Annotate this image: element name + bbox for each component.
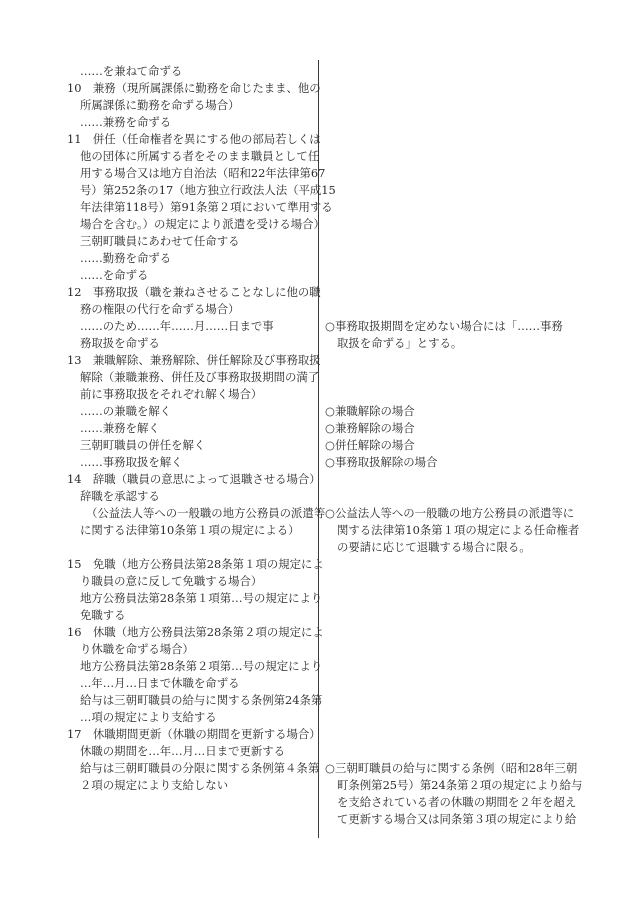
left-column-text: 場合を含む。）の規定により派遣を受ける場合） bbox=[80, 217, 325, 231]
left-column-text: 13 兼職解除、兼務解除、併任解除及び事務取扱 bbox=[67, 353, 321, 367]
left-column-text: 15 免職（地方公務員法第28条第１項の規定によ bbox=[67, 557, 324, 571]
left-column-text: 用する場合又は地方自治法（昭和22年法律第67 bbox=[80, 166, 326, 180]
left-column-text: ……事務取扱を解く bbox=[80, 455, 183, 469]
left-column-text: 前に事務取扱をそれぞれ解く場合） bbox=[80, 387, 263, 401]
left-column-text: 務取扱を命ずる bbox=[80, 336, 160, 350]
left-column-text: ……兼務を解く bbox=[80, 421, 160, 435]
text-line bbox=[0, 267, 630, 284]
right-column-note: 取扱を命ずる」とする。 bbox=[337, 336, 463, 350]
text-line bbox=[0, 471, 630, 488]
left-column-text: 務の権限の代行を命ずる場合） bbox=[80, 302, 240, 316]
right-column-note: て更新する場合又は同条第３項の規定により給 bbox=[337, 812, 577, 826]
text-line bbox=[0, 641, 630, 658]
text-line bbox=[0, 573, 630, 590]
text-line bbox=[0, 505, 630, 522]
text-line bbox=[0, 658, 630, 675]
text-line bbox=[0, 131, 630, 148]
left-column-text: 他の団体に所属する者をそのまま職員として任 bbox=[80, 149, 320, 163]
text-line bbox=[0, 199, 630, 216]
left-column-text: 休職の期間を…年…月…日まで更新する bbox=[80, 744, 286, 758]
left-column-text: 17 休職期間更新（休職の期間を更新する場合） bbox=[67, 727, 321, 741]
left-column-text: ……の兼職を解く bbox=[80, 404, 172, 418]
left-column-text: 12 事務取扱（職を兼ねさせることなしに他の職 bbox=[67, 285, 321, 299]
left-column-text: 号）第252条の17（地方独立行政法人法（平成15 bbox=[80, 183, 336, 197]
text-line bbox=[0, 743, 630, 760]
text-line bbox=[0, 607, 630, 624]
text-line bbox=[0, 624, 630, 641]
text-line bbox=[0, 216, 630, 233]
text-line bbox=[0, 760, 630, 777]
text-line bbox=[0, 794, 630, 811]
right-column-note: ○事務取扱期間を定めない場合には「……事務 bbox=[325, 319, 563, 333]
left-column-text: 給与は三朝町職員の分限に関する条例第４条第 bbox=[80, 761, 320, 775]
right-column-note: ○三朝町職員の給与に関する条例（昭和28年三朝 bbox=[325, 761, 578, 775]
text-line bbox=[0, 539, 630, 556]
text-line bbox=[0, 709, 630, 726]
text-line bbox=[0, 403, 630, 420]
left-column-text: 辞職を承認する bbox=[80, 489, 160, 503]
left-column-text: 三朝町職員の併任を解く bbox=[80, 438, 206, 452]
left-column-text: 16 休職（地方公務員法第28条第２項の規定によ bbox=[67, 625, 324, 639]
text-line bbox=[0, 692, 630, 709]
text-line bbox=[0, 148, 630, 165]
text-line bbox=[0, 590, 630, 607]
left-column-text: 年法律第118号）第91条第２項において準用する bbox=[80, 200, 333, 214]
right-column-note: ○事務取扱解除の場合 bbox=[325, 455, 438, 469]
text-line bbox=[0, 114, 630, 131]
right-column-note: ○兼務解除の場合 bbox=[325, 421, 415, 435]
text-line bbox=[0, 437, 630, 454]
text-line bbox=[0, 369, 630, 386]
text-line bbox=[0, 318, 630, 335]
text-line bbox=[0, 301, 630, 318]
left-column-text: ……を命ずる bbox=[80, 268, 149, 282]
left-column-text: 解除（兼職兼務、併任及び事務取扱期間の満了 bbox=[80, 370, 320, 384]
left-column-text: に関する法律第10条第１項の規定による） bbox=[80, 523, 300, 537]
text-line bbox=[0, 454, 630, 471]
text-line bbox=[0, 284, 630, 301]
text-line bbox=[0, 420, 630, 437]
left-column-text: …年…月…日まで休職を命ずる bbox=[80, 676, 240, 690]
left-column-text: ……を兼ねて命ずる bbox=[80, 64, 183, 78]
text-line bbox=[0, 165, 630, 182]
text-line bbox=[0, 777, 630, 794]
right-column-note: 関する法律第10条第１項の規定による任命権者 bbox=[337, 523, 580, 537]
left-column-text: 免職する bbox=[80, 608, 126, 622]
left-column-text: り職員の意に反して免職する場合） bbox=[80, 574, 263, 588]
text-line bbox=[0, 726, 630, 743]
text-line bbox=[0, 233, 630, 250]
left-column-text: 給与は三朝町職員の給与に関する条例第24条第 bbox=[80, 693, 323, 707]
right-column-note: ○併任解除の場合 bbox=[325, 438, 415, 452]
left-column-text: 所属課係に勤務を命ずる場合） bbox=[80, 98, 240, 112]
text-line bbox=[0, 97, 630, 114]
left-column-text: 地方公務員法第28条第１項第…号の規定により bbox=[80, 591, 323, 605]
text-line bbox=[0, 182, 630, 199]
left-column-text: 地方公務員法第28条第２項第…号の規定により bbox=[80, 659, 323, 673]
text-line bbox=[0, 386, 630, 403]
text-line bbox=[0, 335, 630, 352]
left-column-text: ……のため……年……月……日まで事 bbox=[80, 319, 274, 333]
text-line bbox=[0, 675, 630, 692]
right-column-note: 町条例第25号）第24条第２項の規定により給与 bbox=[337, 778, 583, 792]
text-line bbox=[0, 488, 630, 505]
text-line bbox=[0, 556, 630, 573]
right-column-note: ○兼職解除の場合 bbox=[325, 404, 415, 418]
text-line bbox=[0, 811, 630, 828]
right-column-note: の要請に応じて退職する場合に限る。 bbox=[337, 540, 531, 554]
left-column-text: ２項の規定により支給しない bbox=[80, 778, 229, 792]
left-column-text: 11 併任（任命権者を異にする他の部局若しくは bbox=[67, 132, 321, 146]
text-line bbox=[0, 80, 630, 97]
left-column-text: 三朝町職員にあわせて任命する bbox=[80, 234, 240, 248]
left-column-text: り休職を命ずる場合） bbox=[80, 642, 194, 656]
left-column-text: （公益法人等への一般職の地方公務員の派遣等 bbox=[86, 506, 326, 520]
text-line bbox=[0, 352, 630, 369]
text-line bbox=[0, 522, 630, 539]
left-column-text: …項の規定により支給する bbox=[80, 710, 217, 724]
left-column-text: ……勤務を命ずる bbox=[80, 251, 172, 265]
right-column-note: ○公益法人等への一般職の地方公務員の派遣等に bbox=[325, 506, 575, 520]
text-line bbox=[0, 63, 630, 80]
left-column-text: 14 辞職（職員の意思によって退職させる場合） bbox=[67, 472, 321, 486]
right-column-note: を支給されている者の休職の期間を２年を超え bbox=[337, 795, 577, 809]
left-column-text: ……兼務を命ずる bbox=[80, 115, 172, 129]
left-column-text: 10 兼務（現所属課係に勤務を命じたまま、他の bbox=[67, 81, 321, 95]
text-line bbox=[0, 250, 630, 267]
